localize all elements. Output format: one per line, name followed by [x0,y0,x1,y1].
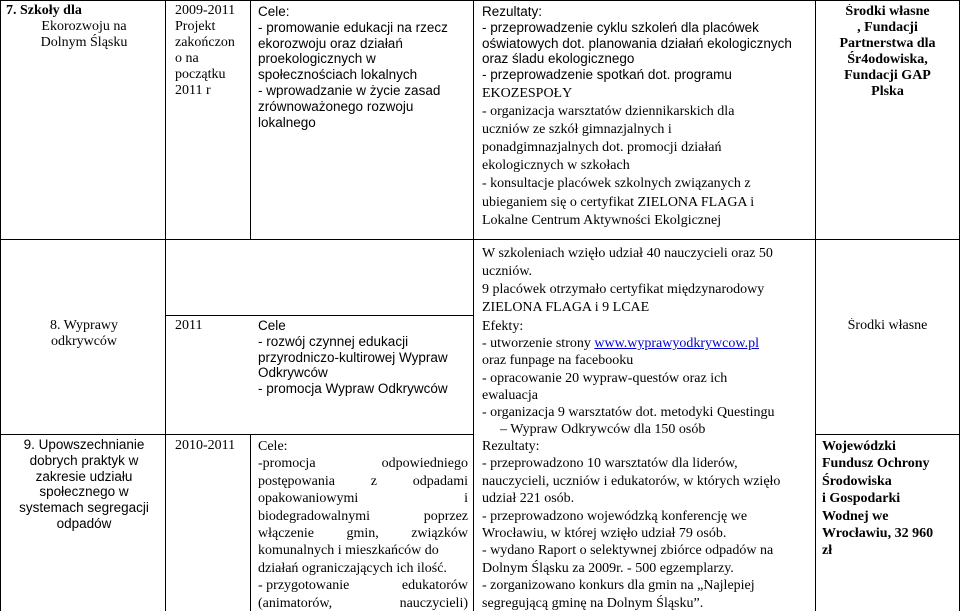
period-line: Projekt [175,19,216,35]
results-line: oświatowych dot. planowania działań ekologicznych [482,35,792,51]
effects-line: – Wypraw Odkrywców dla 150 osób [500,422,706,438]
goals-line [258,508,468,525]
row9-goals [258,438,468,612]
goals-line: społecznościach lokalnych [258,67,418,83]
results-line: ponadgimnazjalnych dot. promocji działań [482,140,722,156]
goals-word: opakowaniowymi [258,491,359,507]
results-line: - zorganizowano konkurs dla gmin na „Najlepiej [482,578,755,594]
row9-funding [822,438,959,560]
funding-line: Środowiska [822,473,892,489]
results-line: 9 placówek otrzymało certyfikat międzynarodowy [482,282,765,297]
row8-sub-top [165,315,473,316]
results-line: Dolnym Śląsku za 2009r. - 500 egzemplarzy. [482,560,734,576]
funding-line: , Fundacji [857,20,918,36]
table-top-border [0,0,960,1]
goals-word: gmin, [346,526,379,542]
row7-results [482,4,815,83]
effects-line: ewaluacja [482,387,538,403]
results-line: udział 221 osób. [482,491,575,507]
goals-word: biodegradowalnymi [258,508,370,524]
effects-line: oraz funpage na facebooku [482,353,634,369]
results-line: ekologicznych w szkołach [482,158,630,174]
results-line: EKOZESPOŁY [482,86,573,101]
goals-word: odpowiedniego [381,456,468,472]
row7-results-extra [482,245,815,317]
goals-line [258,455,468,472]
period-line: początku [175,67,226,83]
goals-word: i [464,491,468,507]
goals-word: edukatorów [401,578,468,594]
goals-line: Cele [258,318,286,333]
funding-line: Śr4odowiska, [847,52,928,68]
funding-line: Fundacji GAP [844,68,931,84]
results-line: oraz śladu ekologicznego [482,51,635,67]
row7-results-continued [482,85,815,230]
goals-line: działań ograniczających ich ilość. [258,560,447,576]
row8-period: 2011 [175,318,203,333]
period-line: 2009-2011 [175,3,236,18]
results-line: Lokalne Centrum Aktywności Ekolgicznej [482,212,722,228]
col-border-2b [250,434,251,611]
goals-line: zrównoważonego rozwoju [258,98,414,114]
row9-title-line: dobrych praktyk w [29,452,139,468]
col-border-2 [250,0,251,239]
results-line: - przeprowadzono wojewódzką konferencję we [482,508,748,524]
goals-word: (animatorów, [258,595,333,611]
row8-bottom-border-funding [815,434,960,435]
goals-line: - promocja Wypraw Odkrywców [258,381,448,397]
row7-period [175,3,249,100]
funding-line: i Gospodarki [822,491,901,507]
row9-title-line: odpadów [56,515,112,531]
period-line: o na [175,51,199,67]
row7-bottom-border [0,239,960,240]
goals-line: przyrodniczo-kultirowej Wypraw [258,349,448,365]
funding-line: Wojewódzki [822,439,896,454]
period-line: zakończon [175,35,235,51]
results-line: - przeprowadzenie spotkań dot. programu [482,67,732,83]
effects-line: - opracowanie 20 wypraw-questów oraz ich [482,370,728,386]
results-line: ZIELONA FLAGA i 9 LCAE [482,300,650,315]
row7-title-line: 7. Szkoły dla [6,3,82,18]
goals-line: lokalnego [258,114,316,130]
funding-line: Fundusz Ochrony [822,456,930,472]
row7-title-line: Ekorozwoju na [41,19,127,35]
goals-word: postępowania [258,473,335,489]
goals-line [258,525,468,542]
row7-funding [816,4,959,101]
results-line: segregującą gminę na Dolnym Śląsku”. [482,595,704,611]
goals-line [258,473,468,490]
effects-line: Efekty: [482,319,524,334]
results-line: uczniów. [482,264,533,279]
goals-word: -promocja [258,456,316,472]
results-line: Rezultaty: [482,4,543,19]
row9-title-line: społecznego w [39,484,129,500]
goals-word: poprzez [423,508,468,524]
results-line: Rezultaty: [482,439,540,454]
results-line: uczniów ze szkół gimnazjalnych i [482,122,672,138]
effects-text: - utworzenie strony [482,336,595,352]
results-line: - organizacja warsztatów dziennikarskich dla [482,104,735,120]
funding-line: zł [822,543,833,559]
funding-line: Plska [871,84,904,100]
row9-title-line: zakresie udziału [35,468,133,484]
row8-effects [482,318,815,438]
period-line: 2011 r [175,83,211,99]
results-line: - wydano Raport o selektywnej zbiórce odpadów na [482,543,774,559]
row7-goals [258,4,472,130]
goals-word: odpadami [412,473,468,489]
results-line: - przeprowadzono 10 warsztatów dla liderów, [482,456,738,472]
col-border-3 [473,0,474,611]
goals-line: - promowanie edukacji na rzecz [258,19,448,35]
row7-title-line: Dolnym Śląsku [40,35,128,51]
goals-line [258,490,468,507]
funding-line: Wrocławiu, 32 960 [822,526,934,542]
goals-line: proekologicznych w [258,51,376,67]
funding-line: Partnerstwa dla [839,36,936,52]
funding-line: Środki własne [845,4,930,19]
results-line: nauczycieli, uczniów i edukatorów, w których wzięło [482,473,781,489]
row9-results [482,438,812,612]
results-line: Wrocławiu, w której wzięło udział 79 osób. [482,526,727,542]
goals-line [258,595,468,612]
funding-line: Wodnej we [822,508,889,524]
goals-line: Cele: [258,439,288,454]
row9-title-line: systemach segregacji [19,500,149,516]
row8-funding: Środki własne [847,318,928,333]
goals-line: ekorozwoju oraz działań [258,35,403,51]
row9-title-line: 9. Upowszechnianie [23,437,145,452]
row9-title [4,437,164,532]
goals-line: - wprowadzanie w życie zasad [258,82,441,98]
row7-title [6,3,162,51]
goals-line: komunalnych i mieszkańców do [258,543,439,559]
row8-title [6,318,162,350]
website-link[interactable]: www.wyprawyodkrywcow.pl [594,336,759,352]
row8-goals [258,318,472,397]
effects-line: - organizacja 9 warsztatów dot. metodyki Questingu [482,405,775,421]
results-line: ubieganiem się o certyfikat ZIELONA FLAGA i [482,194,755,210]
effects-line [482,335,815,352]
goals-line [258,577,468,594]
row8-bottom-border-goals [165,434,473,435]
results-line: W szkoleniach wzięło udział 40 nauczycieli oraz 50 [482,246,773,261]
row8-title-line: 8. Wyprawy [49,318,119,333]
goals-line: - rozwój czynnej edukacji [258,333,409,349]
row8-bottom-border-col1 [0,434,165,435]
goals-word: nauczycieli) [399,595,468,611]
results-line: - konsultacje placówek szkolnych związanych z [482,176,751,192]
goals-word: związków [411,526,468,542]
goals-line: Cele: [258,4,290,19]
goals-line: Odkrywców [258,365,328,381]
col-border-0 [0,0,1,611]
col-border-1 [165,0,166,611]
row9-period: 2010-2011 [175,438,236,453]
row8-title-line: odkrywców [50,334,118,350]
goals-word: - przygotowanie [258,578,350,594]
goals-word: z [370,473,377,489]
goals-word: włączenie [258,526,314,542]
results-line: - przeprowadzenie cyklu szkoleń dla placówek [482,19,759,35]
